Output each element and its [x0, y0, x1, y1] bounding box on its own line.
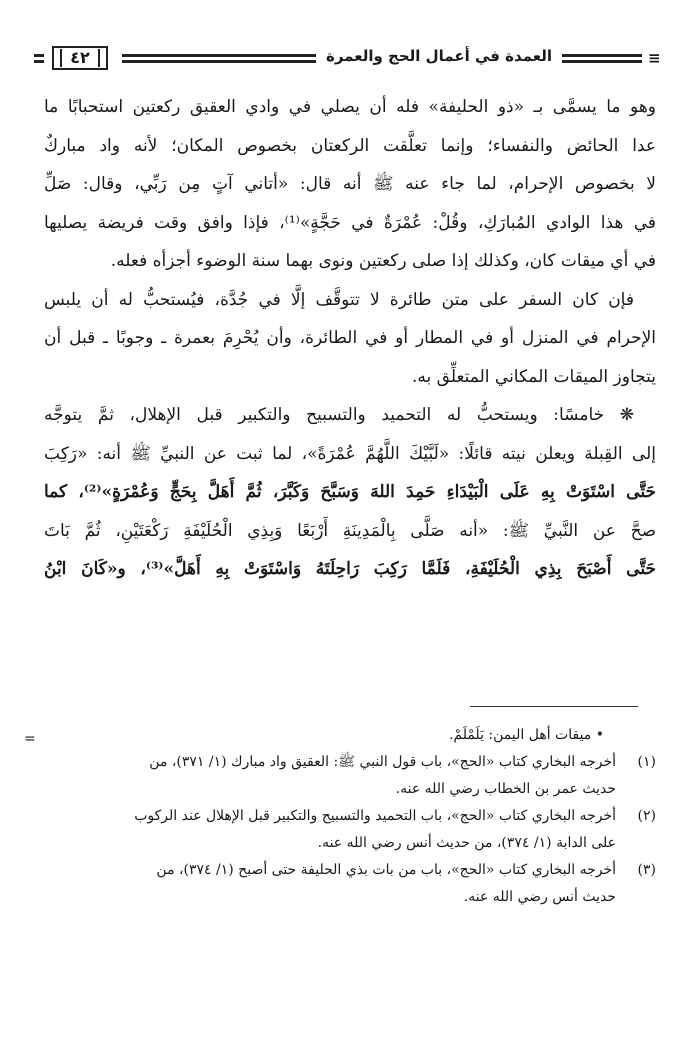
main-text — [44, 88, 656, 589]
page-number-box — [52, 46, 108, 70]
running-title: العمدة في أعمال الحج والعمرة — [326, 47, 552, 65]
footnote-line: أخرجه البخاري كتاب «الحج»، باب قول النبي ﷺ: العقيق واد مبارك (١/ ٣٧١)، من — [149, 754, 616, 770]
footnote-line: حديث عمر بن الخطاب رضي الله عنه. — [395, 781, 616, 797]
header-rule-left — [34, 54, 44, 63]
footnote-line: حديث أنس رضي الله عنه. — [463, 889, 616, 905]
running-header — [34, 44, 668, 74]
footnotes — [24, 722, 656, 911]
text-line: وهو ما يسمَّى بـ «ذو الحليفة» فله أن يصلي في وادي العقيق ركعتين استحبابًا ما — [44, 97, 656, 117]
header-rule-right — [562, 54, 642, 63]
header-rule-middle — [122, 54, 316, 63]
footnote-separator — [470, 706, 638, 707]
footnote-3 — [44, 857, 656, 911]
header-end-mark-icon: ≡ — [648, 49, 661, 67]
text-line: عدا الحائض والنفساء؛ وإنما تعلَّقت الركعتان بخصوص المكان؛ لأنه واد مباركٌ — [44, 135, 656, 156]
text-line: فإن كان السفر على متن طائرة لا تتوقَّف إلَّا في جُدَّة، فيُستحبُّ له أن يلبس — [44, 289, 634, 310]
text-line: حَتَّى أَصْبَحَ بِذِي الْحُلَيْفَةِ، فَلَمَّا رَكِبَ رَاحِلَتَهُ وَاسْتَوَتْ بِهِ أَهَلَّ»⁽³⁾، و«كَانَ ابْنُ — [44, 559, 656, 579]
text-line: ❋ خامسًا: ويستحبُّ له التحميد والتسبيح والتكبير قبل الإهلال، ثمَّ يتوجَّه — [44, 405, 634, 425]
footnote-1 — [44, 749, 656, 803]
text-line: في أي ميقات كان، وكذلك إذا صلى ركعتين ونوى بهما سنة الوضوء أجزأه فعله. — [110, 251, 656, 271]
footnote-line: أخرجه البخاري كتاب «الحج»، باب التحميد والتسبيح والتكبير قبل الإهلال عند الركوب — [134, 808, 616, 824]
text-line: الإحرام في المنزل أو في المطار أو في الطائرة، وأن يُحْرِمَ بعمرة ـ وجوبًا ـ قبل أن — [44, 328, 656, 348]
text-line: يتجاوز الميقات المكاني المتعلِّق به. — [411, 366, 656, 387]
footnote-number: (٢) — [637, 808, 656, 824]
footnote-line: • ميقات أهل اليمن: يَلَمْلَمْ. — [448, 727, 604, 743]
text-line: في هذا الوادي المُبارَكِ، وقُلْ: عُمْرَةٌ في حَجَّةٍ»⁽¹⁾، فإذا وافق وقت فريضة يصليها — [44, 212, 656, 233]
footnote-number: (٣) — [637, 862, 656, 878]
text-line: صحَّ عن النَّبيِّ ﷺ: «أنه صَلَّى بِالْمَدِينَةِ أَرْبَعًا وَبِذِي الْحُلَيْفَةِ رَكْعَتَيْنِ، ثُمَّ بَاتَ — [44, 520, 656, 541]
footnote-number: (١) — [637, 754, 656, 770]
text-line: لا بخصوص الإحرام، لما جاء عنه ﷺ أنه قال: «أتاني آتٍ مِن رَبِّي، وقال: صَلِّ — [44, 174, 656, 194]
text-line: إلى القِبلة ويعلن نيته قائلًا: «لَبَّيْكَ اللَّهُمَّ عُمْرَةً»، لما ثبت عن النبيِّ ﷺ أنه: «رَكِبَ — [44, 443, 656, 464]
continuation-marker: = — [24, 731, 36, 747]
page-number: ٤٢ — [60, 49, 100, 67]
footnote-continuation — [24, 722, 656, 749]
text-line: حَتَّى اسْتَوَتْ بِهِ عَلَى الْبَيْدَاءِ حَمِدَ اللهَ وَسَبَّحَ وَكَبَّرَ، ثُمَّ أَهَلَّ بِحَجٍّ وَعُمْرَةٍ»⁽²⁾، كما — [44, 482, 656, 502]
footnote-2 — [44, 803, 656, 857]
footnote-line: أخرجه البخاري كتاب «الحج»، باب من بات بذي الحليفة حتى أصبح (١/ ٣٧٤)، من — [156, 862, 616, 878]
footnote-line: على الدابة (١/ ٣٧٤)، من حديث أنس رضي الله عنه. — [317, 835, 616, 851]
